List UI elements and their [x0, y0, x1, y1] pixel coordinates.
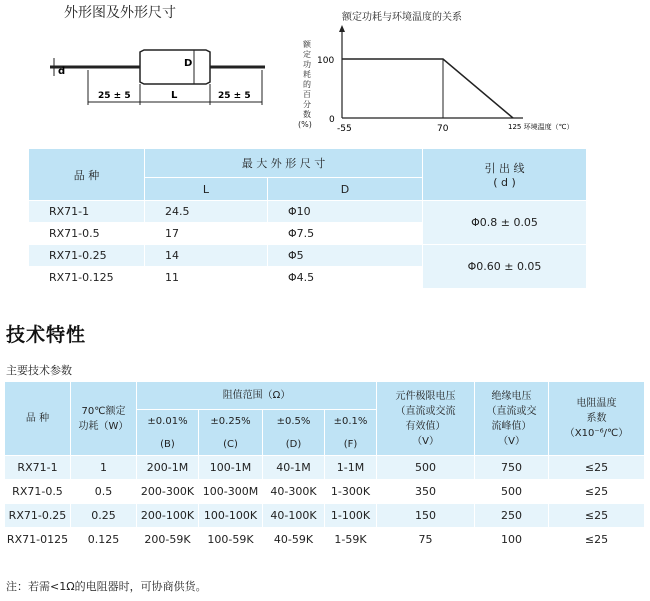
table-row: RX71-0125 0.125 200-59K 100-59K 40-59K 1-59K 75 100 ≤25: [5, 528, 645, 552]
dims-header-D: D: [268, 178, 423, 201]
svg-text:(%): (%): [298, 120, 312, 129]
section-title: 技术特性: [6, 324, 87, 346]
resistor-outline-drawing: [40, 30, 280, 115]
table-row: RX71-0.125 11 Φ4.5: [29, 267, 587, 289]
dims-header-lead: 引 出 线 ( d ): [423, 149, 587, 201]
y-axis-arrow: [339, 25, 345, 32]
outline-title: 外形图及外形尺寸: [64, 5, 176, 21]
y-tick-100: 100: [317, 56, 335, 66]
lead-left-dim: 25 ± 5: [98, 91, 131, 101]
table-row: RX71-1 24.5 Φ10 Φ0.8 ± 0.05: [29, 201, 587, 223]
spec-header-tol-c: ±0.25% (C): [199, 410, 263, 456]
footnote: 注：若需<1Ω的电阻器时，可协商供货。: [6, 580, 207, 593]
y-tick-0: 0: [329, 115, 335, 125]
spec-table: [4, 381, 645, 552]
derating-chart-title: 额定功耗与环境温度的关系: [342, 12, 462, 23]
x-tick-min: -55: [337, 124, 352, 134]
svg-text:数: 数: [303, 110, 311, 119]
svg-text:的: 的: [303, 80, 311, 89]
derating-ylabel: [298, 39, 312, 129]
resistor-body: [140, 50, 210, 84]
label-L: L: [171, 90, 178, 101]
spec-header-tol-d: ±0.5% (D): [263, 410, 325, 456]
spec-header-power: 70℃额定 功耗（W）: [71, 382, 137, 456]
label-d-small: d: [58, 66, 66, 77]
spec-header-tcr: 电阻温度 系数 （X10⁻⁶/℃）: [549, 382, 645, 456]
svg-text:功: 功: [303, 60, 311, 69]
table-row: RX71-0.25 0.25 200-100K 100-100K 40-100K 1-100K 150 250 ≤25: [5, 504, 645, 528]
spec-header-range: 阻值范围（Ω）: [137, 382, 377, 410]
x-tick-end: 125 环境温度（℃）: [508, 123, 574, 131]
lead-value-1: Φ0.8 ± 0.05: [423, 201, 587, 245]
spec-header-limit: 元件极限电压 （直流或交流 有效值） （V）: [377, 382, 475, 456]
table-row: RX71-0.5 17 Φ7.5: [29, 223, 587, 245]
section-subtitle: 主要技术参数: [6, 364, 72, 377]
spec-header-tol-b: ±0.01% (B): [137, 410, 199, 456]
x-tick-mid: 70: [437, 124, 449, 134]
svg-text:百: 百: [303, 90, 311, 99]
svg-text:定: 定: [303, 50, 311, 59]
label-D: D: [184, 58, 193, 69]
dims-header-dims: 最 大 外 形 尺 寸: [145, 149, 423, 178]
table-row: RX71-1 1 200-1M 100-1M 40-1M 1-1M 500 750 ≤25: [5, 456, 645, 480]
derating-curve: [342, 59, 513, 118]
lead-right-dim: 25 ± 5: [218, 91, 251, 101]
dims-header-variety: 品 种: [29, 149, 145, 201]
table-row: RX71-0.5 0.5 200-300K 100-300M 40-300K 1-300K 350 500 ≤25: [5, 480, 645, 504]
dims-header-L: L: [145, 178, 268, 201]
table-row: RX71-0.25 14 Φ5 Φ0.60 ± 0.05: [29, 245, 587, 267]
spec-header-tol-f: ±0.1% (F): [325, 410, 377, 456]
svg-text:耗: 耗: [303, 70, 311, 79]
dimensions-table: [28, 148, 587, 289]
spec-header-insulation: 绝缘电压 （直流或交 流峰值） （V）: [475, 382, 549, 456]
derating-chart: [295, 25, 595, 135]
spec-header-variety: 品 种: [5, 382, 71, 456]
lead-value-2: Φ0.60 ± 0.05: [423, 245, 587, 289]
svg-text:额: 额: [303, 40, 311, 49]
svg-text:分: 分: [303, 100, 311, 109]
